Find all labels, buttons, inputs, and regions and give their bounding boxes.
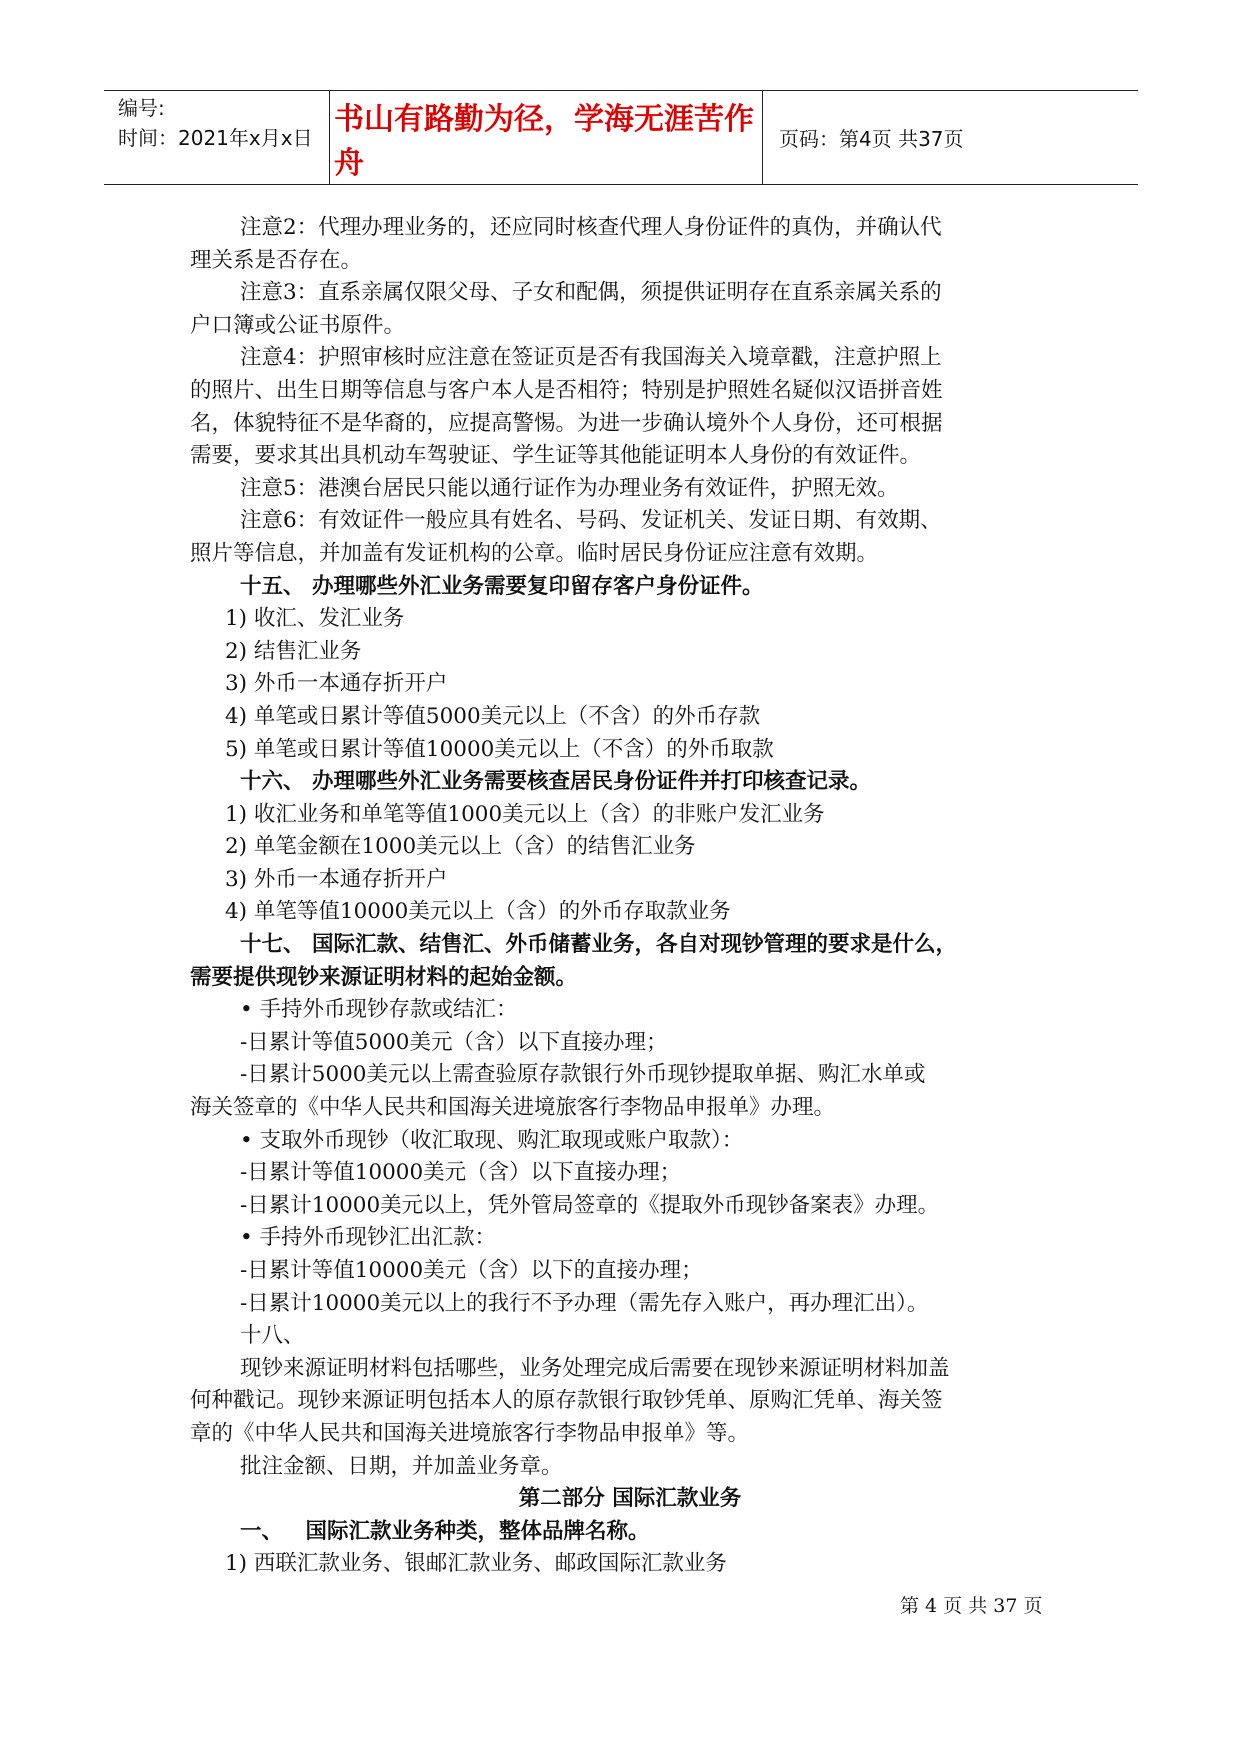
note-3: 注意3：直系亲属仅限父母、子女和配偶，须提供证明存在直系亲属关系的: [240, 280, 942, 306]
bullet-line: -日累计等值10000美元（含）以下的直接办理；: [240, 1258, 703, 1283]
note-2-cont: 理关系是否存在。: [190, 247, 363, 273]
header-page-label: 页码：第4页 共37页: [779, 127, 964, 151]
section-heading-16: 十六、 办理哪些外汇业务需要核查居民身份证件并打印核查记录。: [240, 769, 871, 795]
doc-number-label: 编号:: [118, 96, 165, 120]
section-heading-18: 十八、: [240, 1323, 305, 1349]
list-item: 1) 西联汇款业务、银邮汇款业务、邮政国际汇款业务: [225, 1551, 727, 1577]
header-left: [118, 93, 313, 153]
part-title: 第二部分 国际汇款业务: [518, 1486, 742, 1512]
paragraph: 批注金额、日期，并加盖业务章。: [240, 1453, 563, 1479]
list-item: 1) 收汇、发汇业务: [225, 606, 405, 632]
bullet-item: • 支取外币现钞（收汇取现、购汇取现或账户取款）：: [240, 1127, 744, 1153]
note-6-cont: 照片等信息，并加盖有发证机构的公章。临时居民身份证应注意有效期。: [190, 540, 879, 566]
note-3-cont: 户口簿或公证书原件。: [190, 312, 406, 338]
note-6: 注意6：有效证件一般应具有姓名、号码、发证机关、发证日期、有效期、: [240, 508, 942, 534]
section-heading-17: 十七、 国际汇款、结售汇、外币储蓄业务，各自对现钞管理的要求是什么，: [240, 932, 957, 958]
bullet-line: -日累计5000美元以上需查验原存款银行外币现钞提取单据、购汇水单或: [240, 1062, 926, 1088]
bullet-item: • 手持外币现钞汇出汇款：: [240, 1225, 497, 1251]
paragraph-cont: 何种戳记。现钞来源证明包括本人的原存款银行取钞凭单、原购汇凭单、海关签: [190, 1388, 943, 1414]
section-heading-17-cont: 需要提供现钞来源证明材料的起始金额。: [190, 964, 578, 990]
document-body: [190, 212, 1070, 1581]
list-item: 3) 外币一本通存折开户: [225, 671, 448, 697]
doc-time-label: 时间：2021年x月x日: [118, 126, 313, 150]
list-item: 2) 单笔金额在1000美元以上（含）的结售汇业务: [225, 834, 696, 860]
note-4-cont: 需要，要求其出具机动车驾驶证、学生证等其他能证明本人身份的有效证件。: [190, 443, 922, 469]
note-4-cont: 的照片、出生日期等信息与客户本人是否相符；特别是护照姓名疑似汉语拼音姓: [190, 377, 943, 403]
header-motto: 书山有路勤为径，学海无涯苦作舟: [334, 101, 754, 181]
header-divider: [762, 91, 763, 184]
bullet-line: -日累计10000美元以上的我行不予办理（需先存入账户，再办理汇出）。: [240, 1290, 929, 1316]
section-heading-1: 一、 国际汇款业务种类，整体品牌名称。: [240, 1518, 650, 1544]
bullet-line: -日累计等值10000美元（含）以下直接办理；: [240, 1160, 682, 1186]
list-item: 5) 单笔或日累计等值10000美元以上（不含）的外币取款: [225, 736, 774, 762]
note-4-cont: 名，体貌特征不是华裔的，应提高警惕。为进一步确认境外个人身份，还可根据: [190, 410, 943, 436]
bullet-line: -日累计等值5000美元（含）以下直接办理；: [240, 1029, 668, 1055]
paragraph: 现钞来源证明材料包括哪些，业务处理完成后需要在现钞来源证明材料加盖: [240, 1355, 950, 1381]
list-item: 2) 结售汇业务: [225, 638, 362, 664]
section-heading-15: 十五、 办理哪些外汇业务需要复印留存客户身份证件。: [240, 573, 764, 599]
bullet-item: • 手持外币现钞存款或结汇：: [240, 997, 518, 1023]
list-item: 4) 单笔等值10000美元以上（含）的外币存取款业务: [225, 899, 731, 925]
list-item: 4) 单笔或日累计等值5000美元以上（不含）的外币存款: [225, 703, 761, 729]
list-item: 3) 外币一本通存折开户: [225, 866, 448, 892]
note-2: 注意2：代理办理业务的，还应同时核查代理人身份证件的真伪，并确认代: [240, 215, 942, 240]
bullet-line: -日累计10000美元以上，凭外管局签章的《提取外币现钞备案表》办理。: [240, 1192, 940, 1218]
list-item: 1) 收汇业务和单笔等值1000美元以上（含）的非账户发汇业务: [225, 801, 825, 827]
bullet-line-cont: 海关签章的《中华人民共和国海关进境旅客行李物品申报单》办理。: [190, 1095, 836, 1121]
header-divider: [329, 91, 330, 184]
paragraph-cont: 章的《中华人民共和国海关进境旅客行李物品申报单》等。: [190, 1420, 750, 1446]
note-5: 注意5：港澳台居民只能以通行证作为办理业务有效证件，护照无效。: [240, 475, 899, 501]
page-footer: 第 4 页 共 37 页: [900, 1595, 1043, 1617]
page-header: [104, 90, 1138, 185]
note-4: 注意4：护照审核时应注意在签证页是否有我国海关入境章戳，注意护照上: [240, 345, 942, 371]
